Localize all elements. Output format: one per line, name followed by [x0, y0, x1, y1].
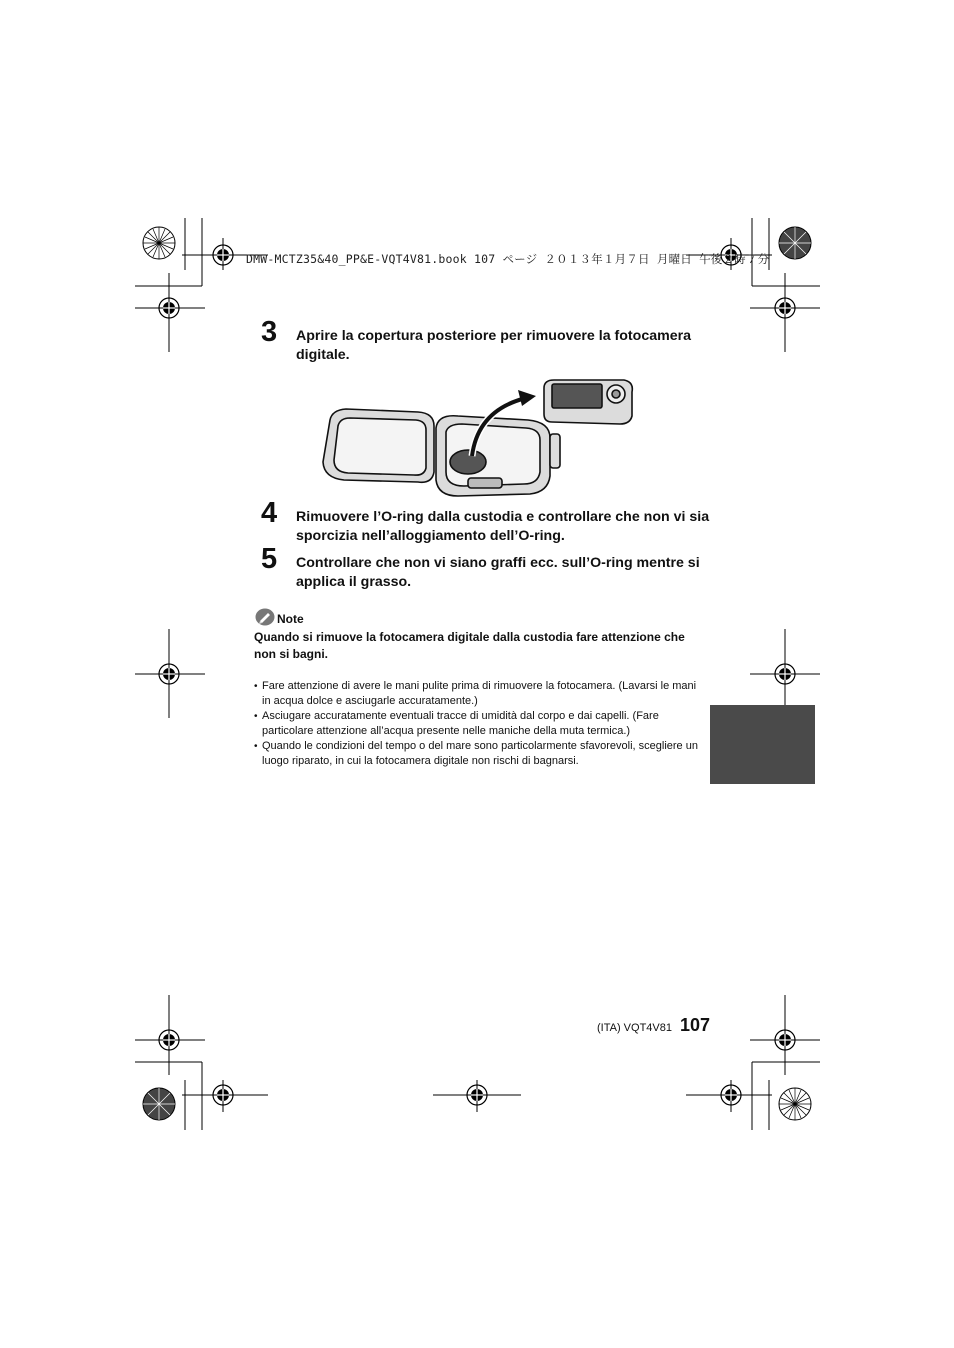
step-text: Rimuovere l’O-ring dalla custodia e controllare che non vi sia sporcizia nell’alloggiamento dell’O-ring. [296, 509, 710, 544]
note-label: Note [277, 612, 304, 626]
model-code: (ITA) VQT4V81 [597, 1022, 672, 1034]
list-item: • Fare attenzione di avere le mani pulite prima di rimuovere la fotocamera. (Lavarsi le mani in acqua dolce e asciugarle accuratamente.) [254, 679, 704, 709]
camera-housing-illustration [318, 376, 638, 502]
step-text: Aprire la copertura posteriore per rimuovere la fotocamera digitale. [296, 328, 692, 363]
step-text: Controllare che non vi siano graffi ecc. sull’O-ring mentre si applica il grasso. [296, 555, 700, 590]
page-number: 107 [680, 1015, 711, 1035]
file-header: DMW-MCTZ35&40_PP&E-VQT4V81.book 107 ページ ２０１３年１月７日 月曜日 午後２時７分 [246, 252, 770, 266]
step-number: 5 [261, 543, 278, 575]
step-number: 4 [261, 497, 278, 529]
step-number: 3 [261, 316, 278, 348]
section-tab [710, 705, 815, 784]
list-item: • Asciugare accuratamente eventuali tracce di umidità dal corpo e dai capelli. (Fare particolare attenzione all’acqua presente nelle maniche della muta termica.) [254, 709, 704, 739]
note-bullet-list [254, 679, 704, 769]
note-warning: Quando si rimuove la fotocamera digitale dalla custodia fare attenzione che non si bagni. [254, 630, 685, 661]
note-pencil-icon [255, 608, 275, 626]
list-item: • Quando le condizioni del tempo o del mare sono particolarmente sfavorevoli, scegliere un luogo riparato, in cui la fotocamera digitale non rischi di bagnarsi. [254, 739, 704, 769]
